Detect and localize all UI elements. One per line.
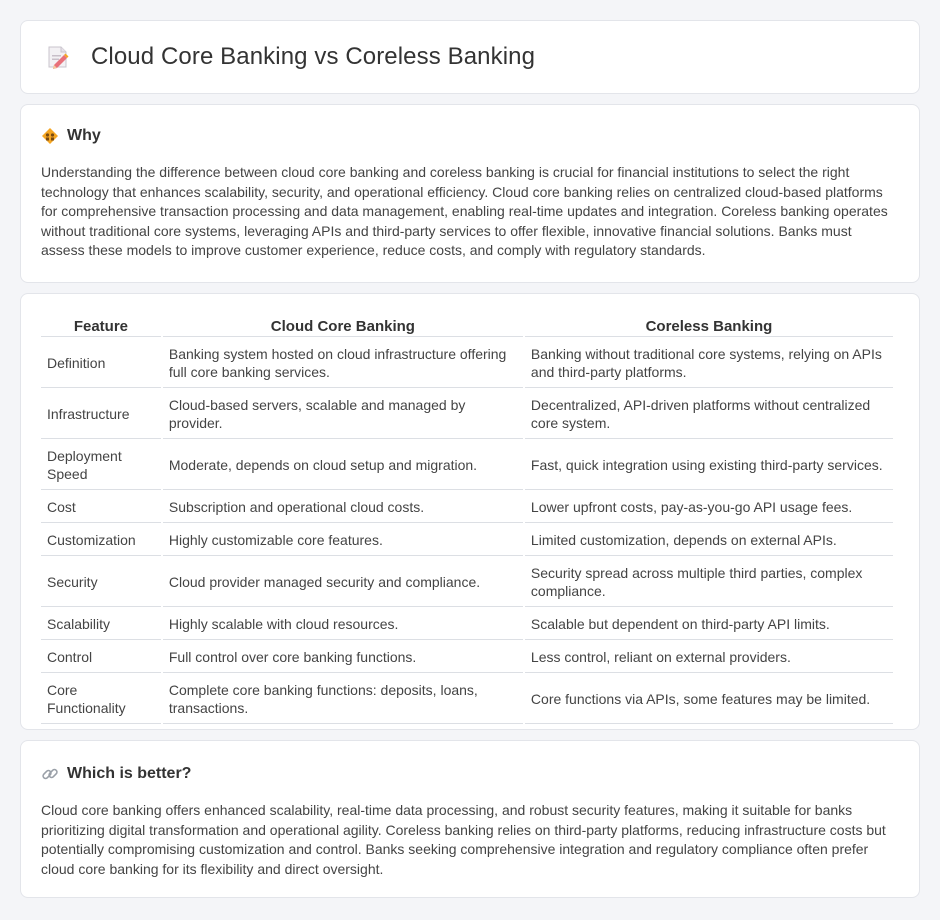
- cloud-core-cell: Full control over core banking functions.: [163, 642, 523, 673]
- coreless-cell: Banking without traditional core systems, relying on APIs and third-party platforms.: [525, 339, 893, 388]
- feature-cell: Definition: [41, 339, 161, 388]
- table-row: [41, 525, 893, 556]
- why-header: [41, 127, 899, 145]
- comparison-table-card: [20, 293, 920, 730]
- header-feature: Feature: [41, 316, 161, 337]
- why-text: Understanding the difference between cloud core banking and coreless banking is crucial for financial institutions to select the right technology that enhances scalability, security, and operational efficiency. Cloud core banking relies on centralized cloud-based platforms for comprehensive transaction processing and data management, enabling real-time updates and integration. Coreless banking operates without traditional core systems, leveraging APIs and third-party services to offer flexible, innovative financial solutions. Banks must assess these models to improve customer experience, reduce costs, and comply with regulatory standards.: [41, 164, 888, 259]
- feature-cell: Customization: [41, 525, 161, 556]
- table-row: [41, 441, 893, 490]
- header-coreless: Coreless Banking: [525, 316, 893, 337]
- cloud-core-cell: Moderate, depends on cloud setup and migration.: [163, 441, 523, 490]
- cloud-core-cell: Complete core banking functions: deposits, loans, transactions.: [163, 675, 523, 724]
- why-section: [20, 104, 920, 283]
- title-card: [20, 20, 920, 94]
- table-row: [41, 558, 893, 607]
- better-header: [41, 765, 899, 783]
- feature-cell: Security: [41, 558, 161, 607]
- table-row: [41, 675, 893, 724]
- why-icon: [41, 127, 59, 145]
- table-header-row: [41, 316, 893, 337]
- table-row: [41, 609, 893, 640]
- why-heading: Why: [67, 127, 101, 144]
- cloud-core-cell: Highly customizable core features.: [163, 525, 523, 556]
- table-row: [41, 339, 893, 388]
- feature-cell: Control: [41, 642, 161, 673]
- coreless-cell: Less control, reliant on external providers.: [525, 642, 893, 673]
- table-row: [41, 492, 893, 523]
- comparison-table: [39, 314, 895, 726]
- coreless-cell: Fast, quick integration using existing third-party services.: [525, 441, 893, 490]
- better-text: Cloud core banking offers enhanced scalability, real-time data processing, and robust security features, making it suitable for banks prioritizing digital transformation and operational agility. Coreless banking relies on third-party platforms, reducing infrastructure costs but potentially compromising customization and control. Banks seeking comprehensive integration and regulatory compliance often prefer cloud core banking for its flexibility and direct oversight.: [41, 802, 886, 877]
- feature-cell: Infrastructure: [41, 390, 161, 439]
- cloud-core-cell: Banking system hosted on cloud infrastructure offering full core banking services.: [163, 339, 523, 388]
- coreless-cell: Scalable but dependent on third-party API limits.: [525, 609, 893, 640]
- feature-cell: Cost: [41, 492, 161, 523]
- page-title: Cloud Core Banking vs Coreless Banking: [91, 43, 536, 70]
- cloud-core-cell: Cloud-based servers, scalable and managed by provider.: [163, 390, 523, 439]
- which-is-better-section: [20, 740, 920, 898]
- feature-cell: Deployment Speed: [41, 441, 161, 490]
- coreless-cell: Security spread across multiple third parties, complex compliance.: [525, 558, 893, 607]
- cloud-core-cell: Cloud provider managed security and compliance.: [163, 558, 523, 607]
- coreless-cell: Limited customization, depends on external APIs.: [525, 525, 893, 556]
- coreless-cell: Core functions via APIs, some features may be limited.: [525, 675, 893, 724]
- cloud-core-cell: Subscription and operational cloud costs.: [163, 492, 523, 523]
- feature-cell: Scalability: [41, 609, 161, 640]
- coreless-cell: Lower upfront costs, pay-as-you-go API usage fees.: [525, 492, 893, 523]
- document-pencil-icon: [45, 44, 71, 70]
- table-row: [41, 642, 893, 673]
- feature-cell: Core Functionality: [41, 675, 161, 724]
- table-row: [41, 390, 893, 439]
- coreless-cell: Decentralized, API-driven platforms without centralized core system.: [525, 390, 893, 439]
- cloud-core-cell: Highly scalable with cloud resources.: [163, 609, 523, 640]
- header-cloud-core: Cloud Core Banking: [163, 316, 523, 337]
- better-heading: Which is better?: [67, 765, 192, 782]
- link-icon: [41, 765, 59, 783]
